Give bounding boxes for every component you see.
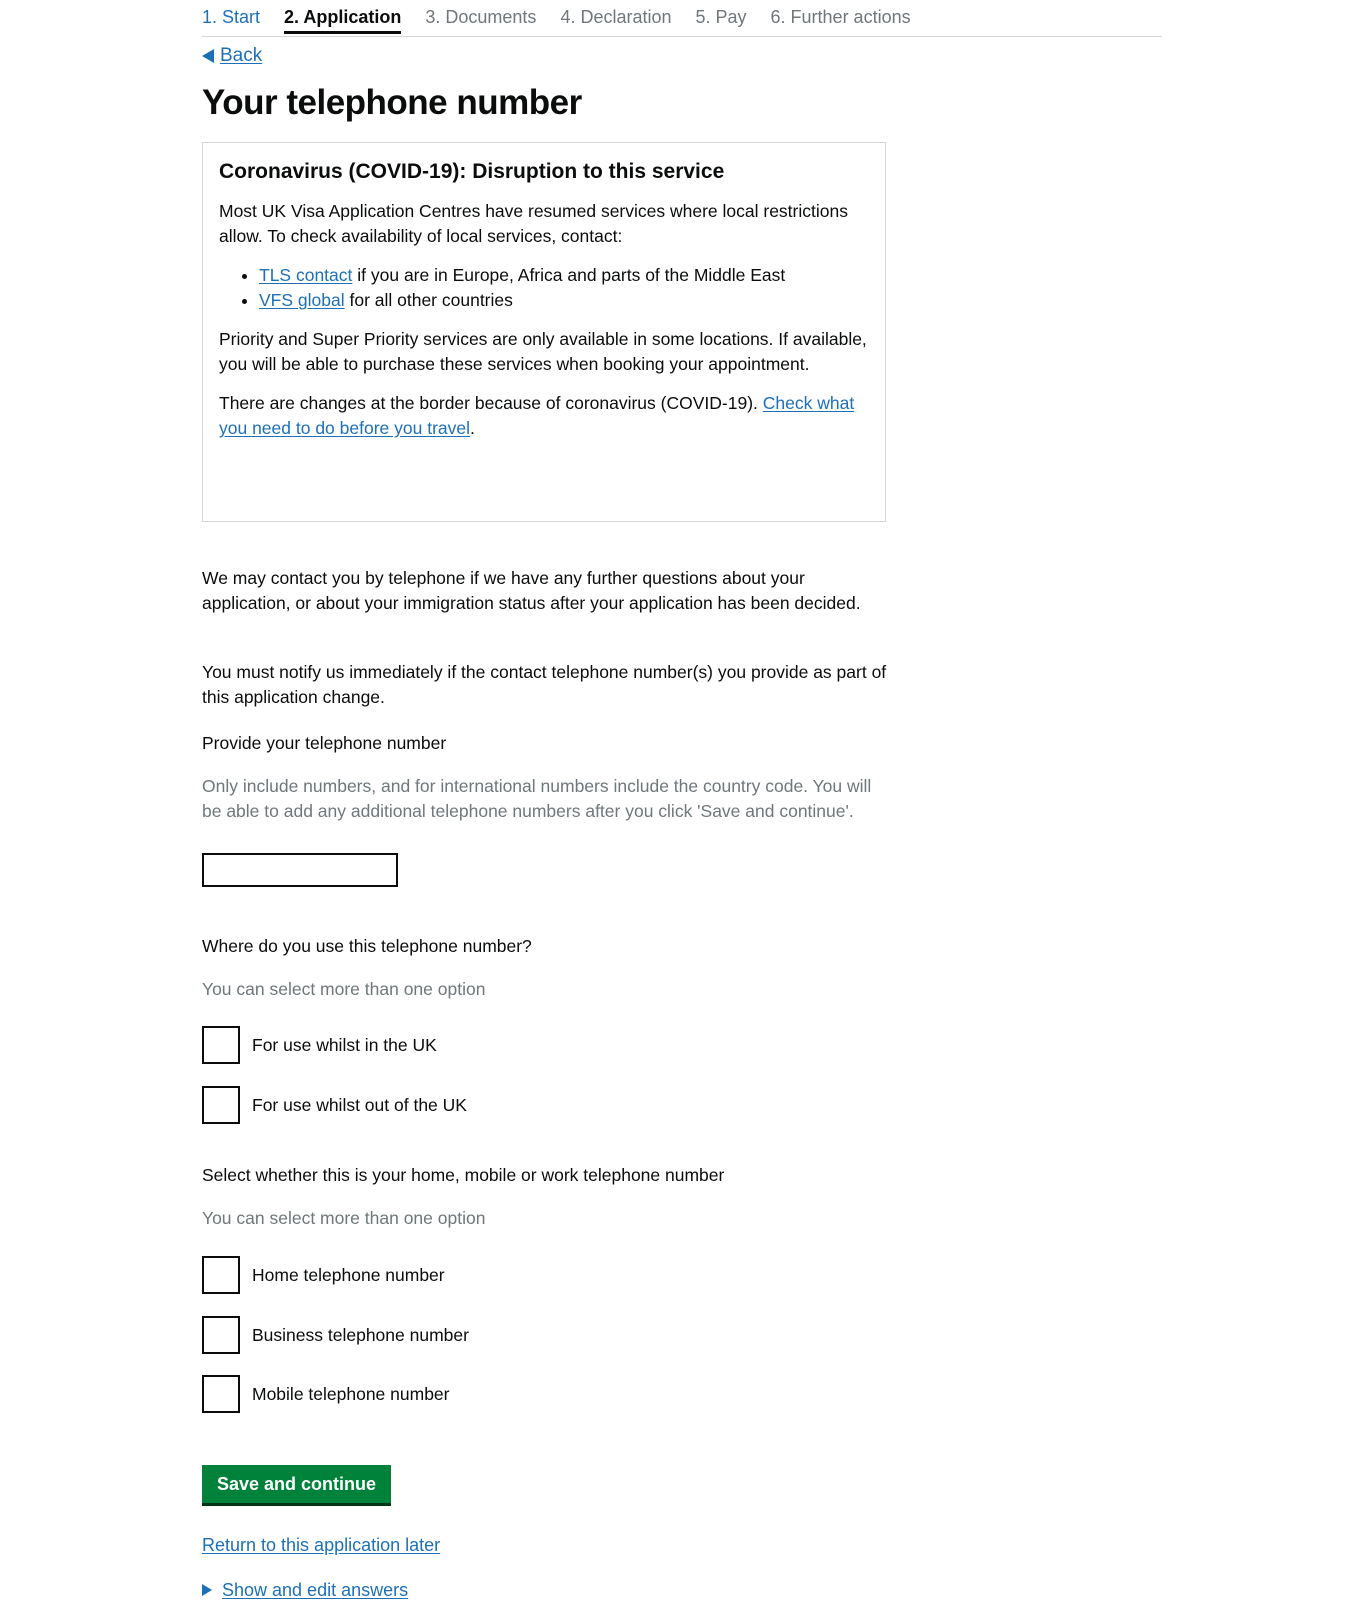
step-documents: 3. Documents [425,7,537,27]
notice-list-item [259,288,869,313]
notice-list-item [259,263,869,288]
notice-list [219,263,869,313]
usage-hint: You can select more than one option [202,979,486,999]
notice-para-3-end: . [470,418,475,438]
intro-text-2: You must notify us immediately if the contact telephone number(s) you provide as part of this application change. [202,662,887,707]
expand-arrow-icon[interactable] [202,1584,212,1596]
checkbox-mobile[interactable] [202,1374,450,1414]
phone-hint: Only include numbers, and for international numbers include the country code. You will be able to add any additional telephone numbers after you click 'Save and continue'. [202,776,872,821]
checkbox-business-box[interactable] [202,1316,240,1354]
covid-notice [202,142,886,522]
show-edit-answers-toggle[interactable] [202,1578,408,1602]
step-start[interactable]: 1. Start [202,7,261,27]
check-before-travel-link[interactable]: Check what you need to do before you travel [219,393,855,438]
intro-text-1: We may contact you by telephone if we have any further questions about your application, or about your immigration status after your application has been decided. [202,568,861,613]
checkbox-home[interactable] [202,1255,445,1295]
notice-list-item-text: for all other countries [344,290,513,310]
show-edit-answers-link[interactable]: Show and edit answers [222,1580,409,1600]
checkbox-business-label[interactable]: Business telephone number [252,1324,469,1345]
step-further-actions: 6. Further actions [770,7,911,27]
step-pay: 5. Pay [695,7,747,27]
progress-steps [202,0,1162,37]
checkbox-in-uk-box[interactable] [202,1026,240,1064]
notice-para-3 [219,391,869,441]
back-link[interactable]: Back [220,45,263,66]
checkbox-in-uk[interactable] [202,1025,437,1065]
notice-para-3-text: There are changes at the border because of coronavirus (COVID-19). [219,393,763,413]
phone-input[interactable] [202,853,398,887]
checkbox-out-of-uk-label[interactable]: For use whilst out of the UK [252,1094,467,1115]
notice-para-1: Most UK Visa Application Centres have resumed services where local restrictions allow. To check availability of local services, contact: [219,201,848,246]
checkbox-mobile-label[interactable]: Mobile telephone number [252,1383,450,1404]
checkbox-home-box[interactable] [202,1256,240,1294]
type-question: Select whether this is your home, mobile or work telephone number [202,1165,725,1185]
phone-label: Provide your telephone number [202,733,447,753]
vfs-global-link[interactable]: VFS global [259,290,345,310]
back-arrow-icon [202,49,214,63]
step-declaration: 4. Declaration [560,7,672,27]
type-hint: You can select more than one option [202,1208,486,1228]
save-and-continue-button[interactable]: Save and continue [202,1465,391,1503]
notice-list-item-text: if you are in Europe, Africa and parts of the Middle East [352,265,786,285]
notice-heading: Coronavirus (COVID-19): Disruption to this service [219,160,725,183]
tls-contact-link[interactable]: TLS contact [259,265,353,285]
checkbox-in-uk-label[interactable]: For use whilst in the UK [252,1034,437,1055]
checkbox-home-label[interactable]: Home telephone number [252,1264,445,1285]
page-title: Your telephone number [202,83,582,122]
checkbox-out-of-uk[interactable] [202,1085,467,1125]
usage-question: Where do you use this telephone number? [202,936,532,956]
back-link-container [202,44,262,68]
checkbox-mobile-box[interactable] [202,1375,240,1413]
checkbox-out-of-uk-box[interactable] [202,1086,240,1124]
step-application: 2. Application [284,0,401,34]
checkbox-business[interactable] [202,1315,469,1355]
return-later-link[interactable]: Return to this application later [202,1535,441,1555]
notice-para-2: Priority and Super Priority services are only available in some locations. If available, you will be able to purchase these services when booking your appointment. [219,329,867,374]
